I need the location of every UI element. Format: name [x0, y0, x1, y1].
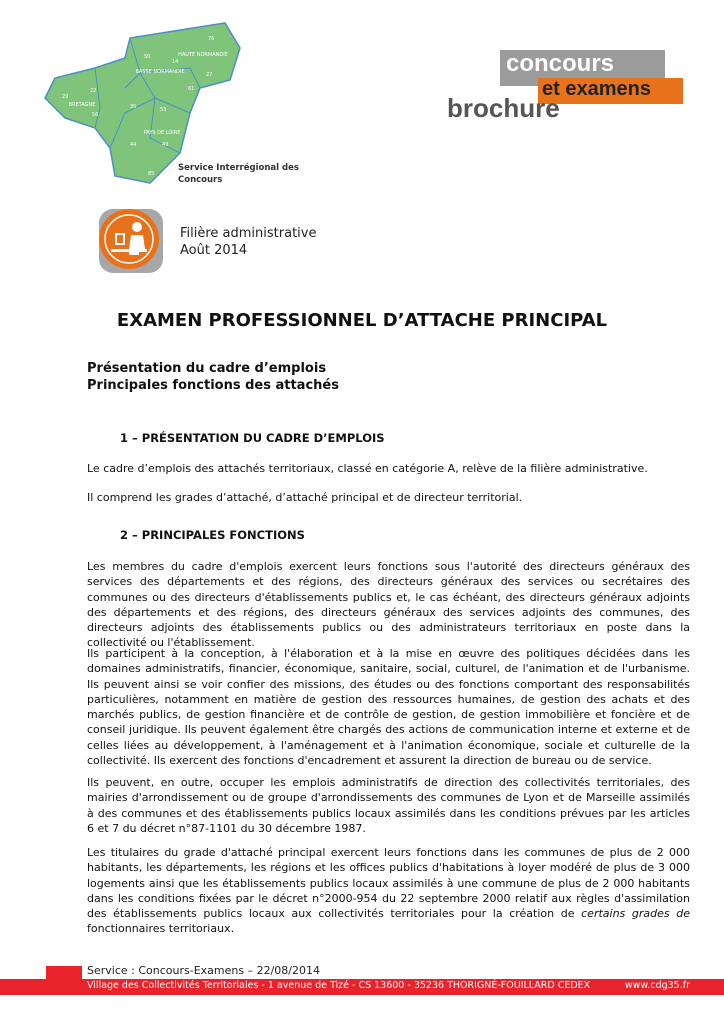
- map-number: 22: [90, 88, 97, 94]
- map-number: 29: [62, 94, 69, 100]
- footer-accent: [46, 966, 82, 980]
- subtitle-line2: Principales fonctions des attachés: [87, 378, 339, 393]
- map-label-pays-de-loire: PAYS DE LOIRE: [143, 130, 181, 136]
- map-number: 50: [144, 54, 151, 60]
- filiere-label: Filière administrative: [180, 226, 317, 241]
- section1-heading: 1 – PRÉSENTATION DU CADRE D’EMPLOIS: [120, 431, 385, 445]
- brand-concours-text: concours: [506, 50, 615, 77]
- map-number: 27: [206, 72, 213, 78]
- map-number: 72: [190, 116, 197, 122]
- section2-paragraph4-main: Les titulaires du grade d'attaché principal exercent leurs fonctions dans les communes de plus de 2 000 habitants, les départements, les régions et les offices publics d'habitations à loyer modéré de plus de 3 000 logements ainsi que les établissements publics locaux assimilés à une commune de plus de 2 000 habitants dans les conditions fixées par le décret n°2000-954 du 22 septembre 2000 relatif aux règles d'assimilation des établissements publics locaux aux collectivités territoriales pour la création de: [87, 846, 690, 921]
- footer-address: Village des Collectivités Territoriales - 1 avenue de Tizé - CS 13600 - 35236 THORIGNÉ-FOUILLARD CEDEX: [87, 980, 591, 991]
- section2-paragraph4-italic: certains grades de: [581, 907, 691, 921]
- service-label-line2: Concours: [178, 175, 223, 185]
- map-number: 14: [172, 59, 179, 65]
- filiere-info: [180, 225, 316, 259]
- subtitle: [87, 360, 339, 394]
- section2-paragraph3: Ils peuvent, en outre, occuper les emplois administratifs de direction des collectivités territoriales, des mairies d'arrondissement ou de groupe d'arrondissements des communes de Lyon et de Marseille assimilés à des communes et des établissements publics locaux assimilés dans les conditions prévues par les articles 6 et 7 du décret n°87-1101 du 30 décembre 1987.: [87, 776, 690, 835]
- map-number: 53: [160, 107, 167, 113]
- section1-paragraph2: Il comprend les grades d’attaché, d’attaché principal et de directeur territorial.: [87, 491, 523, 504]
- subtitle-line1: Présentation du cadre d’emplois: [87, 361, 327, 376]
- brand-brochure: brochure: [447, 93, 560, 123]
- map-label-basse-normandie: BASSE NORMANDIE: [135, 69, 185, 75]
- map-number: 56: [92, 112, 99, 118]
- office-worker-icon: [95, 205, 167, 277]
- map-number: 44: [130, 142, 137, 148]
- section2-paragraph4-end: fonctionnaires territoriaux.: [87, 922, 235, 936]
- section2-paragraph1: Les membres du cadre d'emplois exercent leurs fonctions sous l'autorité des directeurs généraux des services des départements et des régions, des directeurs généraux des services ou secrétaires des communes ou des directeurs d'établissements publics et, le cas échéant, des directeurs généraux adjoints des départements et des régions, des directeurs généraux des services adjoints des communes, des directeurs adjoints des établissements publics ou des administrateurs territoriaux en poste dans la collectivité ou l'établissement.: [87, 560, 690, 650]
- brand-examens: [538, 78, 683, 104]
- section2-paragraph2: Ils participent à la conception, à l'élaboration et à la mise en œuvre des politiques décidées dans les domaines administratifs, financier, économique, sanitaire, social, culturel, de l'animation et de l'urbanisme. Ils peuvent ainsi se voir confier des missions, des études ou des fonctions comportant des responsabilités particulières, notamment en matière de gestion des ressources humaines, de gestion des achats et des marchés publics, de gestion financière et de contrôle de gestion, de gestion immobilière et foncière et de conseil juridique. Ils peuvent également être chargés des actions de communication interne et externe et de celles liées au développement, à l'aménagement et à l'animation économique, sociale et culturelle de la collectivité. Ils exercent des fonctions d'encadrement et assurent la direction de bureau ou de service.: [87, 647, 690, 768]
- section2-paragraph4: [87, 845, 690, 937]
- map-label-bretagne: BRETAGNE: [68, 102, 96, 108]
- footer-service: Service : Concours-Examens – 22/08/2014: [87, 964, 320, 977]
- page-title: EXAMEN PROFESSIONNEL D’ATTACHE PRINCIPAL: [116, 310, 608, 331]
- footer-website-link[interactable]: www.cdg35.fr: [624, 980, 690, 991]
- map-label-haute-normandie: HAUTE NORMANDIE: [178, 52, 228, 58]
- service-label-line1: Service Interrégional des: [178, 163, 299, 173]
- map-number: 85: [148, 171, 155, 177]
- map-number: 49: [162, 142, 169, 148]
- brand-examens-text: et examens: [542, 78, 651, 100]
- map-number: 61: [188, 86, 195, 92]
- service-label: [178, 162, 299, 186]
- footer-bar: [0, 979, 724, 995]
- map-number: 76: [208, 36, 215, 42]
- section1-paragraph1: Le cadre d’emplois des attachés territoriaux, classé en catégorie A, relève de la filière administrative.: [87, 462, 648, 475]
- section2-heading: 2 – PRINCIPALES FONCTIONS: [120, 528, 305, 542]
- map-number: 35: [130, 104, 137, 110]
- filiere-date: Août 2014: [180, 243, 248, 258]
